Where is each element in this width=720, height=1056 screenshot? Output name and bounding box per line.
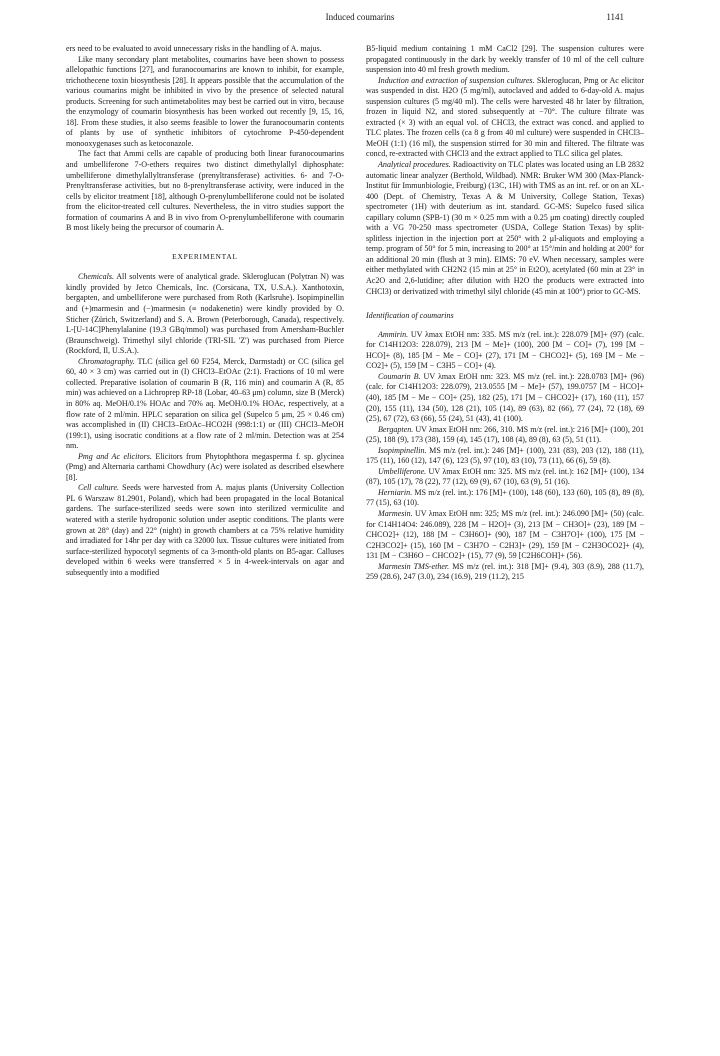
body-paragraph: The fact that Ammi cells are capable of producing both linear furanocoumarins and umbelliferone 7-O-ethers requires two distinct dimethylallyl diphosphate: umbelliferone dimethylallyltransferase (prenyltransferase) activities. 6- and 7-O-Prenyltransferase activities, but no 8-prenyltransferase activity, were induced in the cells by elicitor treatment [18], although O-prenylumbelliferone could not be isolated from the elicitor-treated cell cultures. Nevertheless, the in vitro studies support the formation of coumarins A and B in vivo from O-prenylumbelliferone with coumarin B most likely being the precursor of coumarin A. [66, 149, 344, 233]
cell-culture-paragraph [66, 483, 344, 578]
left-column [66, 44, 344, 578]
compound-data: UV λmax EtOH nm: 325; MS m/z (rel. int.): 246.090 [M]+ (50) (calc. for C14H14O4: 246.089), 228 [M − H2O]+ (3), 213 [M − CH3O]+ (23), 189 [M − CHCO2]+ (12), 188 [M − C3H6O]+ (90), 187 [M − C3H7O]+ (100), 175 [M − C2H3CO2]+ (15), 160 [M − C3H7O − C2H3]+ (29), 159 [M − C2H3OCO2]+ (4), 131 [M − C3H6O − CHCO2]+ (15), 77 (9), 59 [C2H6COH]+ (56). [366, 508, 644, 561]
compound-label: Marmesin. [378, 508, 413, 518]
compound-data: UV λmax EtOH nm: 323. MS m/z (rel. int.): 228.0783 [M]+ (96) (calc. for C14H12O3: 228.079), 213.0555 [M − Me]+ (57), 199.0757 [M − HCO]+ (40), 185 [M − Me − CO]+ (25), 182 (25), 171 [M − CHCO2]+ (17), 160 (11), 157 (20), 155 (11), 134 (50), 128 (21), 105 (14), 89 (63), 82 (66), 77 (24), 72 (18), 69 (25), 67 (72), 63 (66), 55 (24), 51 (43), 41 (100). [366, 371, 644, 424]
page-number: 1141 [606, 12, 624, 22]
paragraph-text: Skleroglucan, Pmg or Ac elicitor was suspended in dist. H2O (5 mg/ml), autoclaved and added to 6-day-old A. majus suspension cultures (5 mg/40 ml). The cells were harvested 48 hr later by filtration, frozen in liquid N2, and stored subsequently at −70°. The culture filtrate was extracted (× 3) with an equal vol. of CHCl3, the extract was concd. and applied to TLC plates. The frozen cells (ca 8 g from 40 ml culture) were suspended in CHCl3–MeOH (1:1) (16 ml), the suspension stirred for 30 min and filtered. The filtrate was concd, re-extracted with CHCl3 and the extract applied to TLC silica gel plates. [366, 75, 644, 159]
section-heading-identification: Identification of coumarins [366, 311, 454, 321]
compound-data: UV λmax EtOH nm: 335. MS m/z (rel. int.): 228.079 [M]+ (97) (calc. for C14H12O3: 228.079), 213 [M − Me]+ (100), 200 [M − CO]+ (7), 199 [M − HCO]+ (8), 185 [M − Me − CO]+ (27), 171 [M − CHCO2]+ (5), 169 [M − Me − CO2]+ (5), 159 [M − C3H5 − CO]+ (4). [366, 329, 644, 371]
paragraph-label: Pmg and Ac elicitors. [78, 451, 152, 461]
chemicals-paragraph [66, 272, 344, 356]
ammirin-entry [366, 330, 644, 372]
compound-label: Herniarin. [378, 487, 413, 497]
paragraph-text: TLC (silica gel 60 F254, Merck, Darmstadt) or CC (silica gel 60, 40 × 3 cm) was carried out in (I) CHCl3–EtOAc (2:1). Fractions of 10 ml were collected. Preparative isolation of coumarin B (R, 116 min) and coumarin A (R, 85 min) was achieved on a Lichroprep RP-18 (Lobar, 40–63 μm) column, size B (Merck) in 80% aq. MeOH/0.1% HOAc and 70% aq. MeOH/0.1% HOAc, respectively, at a flow rate of 2 ml/min. HPLC separation on silica gel (Supelco 5 μm, 25 × 0.46 cm) was accomplished in (II) CHCl3–EtOAc–HCO2H (998:1:1) or (III) CHCl3–MeOH (199:1), using isocratic conditions at a flow rate of 2 ml/min. Detection was at 254 nm. [66, 356, 344, 451]
compound-data: UV λmax EtOH nm: 325. MS m/z (rel. int.): 162 [M]+ (100), 134 (87), 105 (17), 78 (22), 77 (12), 69 (9), 67 (10), 63 (9), 51 (16). [366, 466, 644, 487]
paragraph-label: Induction and extraction of suspension cultures. [378, 75, 535, 85]
running-title: Induced coumarins [325, 12, 395, 22]
paragraph-text: Seeds were harvested from A. majus plants (University Collection PL 6 Warszaw 81.2901, Poland), which had been propagated in the local Botanical gardens. The surface-sterilized seeds were sown into sterilized vermiculite and watered with a sterile hydroponic solution under aseptic conditions. The plants were grown at 28° (day) and 22° (night) in growth chambers at ca 75% relative humidity and irradiated for 14hr per day with ca 32000 lux. Tissue cultures were initiated from surface-sterilized hypocotyl segments of ca 3-month-old plants on B5-agar. Calluses developed within 6 weeks were transferred × 5 in 4-week-intervals on agar and subsequently into a modified [66, 483, 345, 577]
compound-label: Umbelliferone. [378, 466, 427, 476]
right-column [366, 44, 644, 583]
chromatography-paragraph [66, 357, 344, 452]
compound-label: Ammirin. [378, 329, 409, 339]
compound-label: Marmesin TMS-ether. [378, 561, 450, 571]
analytical-paragraph [366, 160, 644, 297]
paragraph-label: Chromatography. [78, 356, 135, 366]
isopimpinellin-entry [366, 446, 644, 467]
body-paragraph: Like many secondary plant metabolites, coumarins have been shown to possess allelopathic functions [27], and furanocoumarins are known to inhibit, for example, trichothecene toxin biosynthesis [28]. It appears possible that the accumulation of the various coumarins might be inhibited in vivo by the presence of selected natural products. Screening for such antimetabolites may best be carried out in vitro, because the enzymology of coumarin biosynthesis has been worked out recently [9, 15, 16, 18]. From these studies, it also seems feasible to lower the furanocoumarin contents of plants by use of synthetic inhibitors of cytochrome P-450-dependent monooxygenases such as ketoconazole. [66, 54, 344, 148]
body-paragraph: B5-liquid medium containing 1 mM CaCl2 [29]. The suspension cultures were propagated continuously in the dark by weekly transfer of 10 ml of the cell culture suspension into 40 ml fresh growth medium. [366, 44, 644, 75]
compound-label: Coumarin B. [378, 371, 421, 381]
induction-paragraph [366, 76, 644, 160]
compound-data: UV λmax EtOH nm: 266, 310. MS m/z (rel. int.): 216 [M]+ (100), 201 (25), 188 (9), 173 (38), 159 (4), 145 (17), 108 (4), 89 (8), 63 (5), 51 (11). [366, 424, 644, 445]
paragraph-text: All solvents were of analytical grade. Skleroglucan (Polytran N) was kindly provided by Jetco Chemicals, Inc. (Corsicana, TX, U.S.A.). Xanthotoxin, bergapten, and umbelliferone were purchased from Roth (Karlsruhe). Isopimpinellin and (+)marmesin and (−)marmesin (≡ nodakenetin) were kindly provided by O. Sticher (Zürich, Switzerland) and S. A. Brown (Peterborough, Canada), respectively. L-[U-14C]Phenylalanine (19.3 GBq/mmol) was purchased from Amersham-Buchler (Braunschweig). Trimethyl silyl chloride (TRI-SIL 'Z') was purchased from Pierce (Rockford, Il, U.S.A.). [66, 272, 344, 356]
compound-label: Isopimpinellin. [378, 445, 427, 455]
body-paragraph: ers need to be evaluated to avoid unnecessary risks in the handling of A. majus. [66, 44, 322, 53]
section-heading-experimental: EXPERIMENTAL [172, 251, 238, 261]
compound-data: MS m/z (rel. int.): 176 [M]+ (100), 148 (60), 133 (60), 105 (8), 89 (8), 77 (15), 63 (10). [366, 487, 644, 508]
paragraph-label: Chemicals. [78, 272, 114, 282]
marmesin-entry [366, 509, 644, 562]
umbelliferone-entry [366, 467, 644, 488]
paragraph-text: Radioactivity on TLC plates was located using an LB 2832 automatic linear analyzer (Berthold, Wildbad). NMR: Bruker WM 300 (Max-Planck-Institut für Immunbiologie, Freiburg) (13C, 1H) with TMS as an int. ref. or on an XL-400 (Dept. of Chemistry, Texas A & M University, College Station, Texas) spectrometer (1H) with deuterium as int. standard. GC-MS: Supelco fused silica capillary column (SPB-1) (30 m × 0.25 mm with a 0.25 μm coating) directly coupled with a VG 70-250 mass spectrometer (USDA, College Station Texas) by split-splitless injection in the injection port at 250° with 2 μl-aliquots and employing a temp. program of 50° for 5 min, increasing to 200° at 15°/min and holding at 200° for an additional 20 min (flush at 3 min). EIMS: 70 eV. When necessary, samples were either methylated with CH2N2 (15 min at 25° in Et2O), acetylated (60 min at 23° in Ac2O and 2,6-lutidine; after dilution with H2O the products were extracted into CHCl3) or derivatized with trimethyl silyl chloride (45 min at 100°) prior to GC-MS. [366, 160, 645, 296]
marmesin-tms-entry [366, 562, 644, 583]
herniarin-entry [366, 488, 644, 509]
compound-data: MS m/z (rel. int.): 246 [M]+ (100), 231 (83), 203 (12), 188 (11), 175 (11), 160 (12), 147 (6), 123 (5), 97 (10), 83 (10), 73 (11), 66 (6), 59 (8). [366, 445, 644, 466]
paragraph-text: Elicitors from Phytophthora megasperma f. sp. glycinea (Pmg) and Alternaria carthami Chowdhury (Ac) were isolated as described elsewhere [8]. [66, 451, 344, 482]
bergapten-entry [366, 425, 644, 446]
paragraph-label: Cell culture. [78, 483, 120, 493]
compound-data: MS m/z (rel. int.): 318 [M]+ (9.4), 303 (8.9), 288 (11.7), 259 (28.6), 247 (3.0), 234 (16.9), 219 (11.2), 215 [366, 561, 644, 582]
running-head [0, 12, 720, 26]
coumarin-b-entry [366, 372, 644, 425]
paragraph-label: Analytical procedures. [378, 160, 451, 170]
compound-label: Bergapten. [378, 424, 414, 434]
elicitors-paragraph [66, 452, 344, 484]
